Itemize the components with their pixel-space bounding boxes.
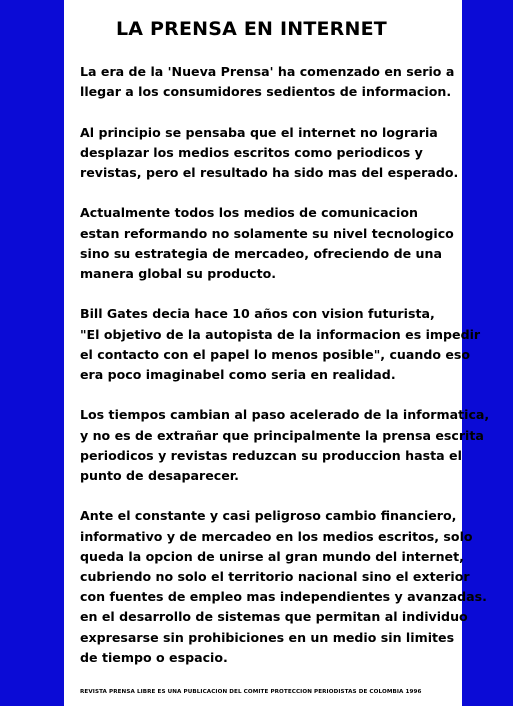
paragraph-6 [80,506,513,668]
text-line: Los tiempos cambian al paso acelerado de la informatica, [80,407,490,423]
text-line: revistas, pero el resultado ha sido mas del esperado. [80,165,459,180]
paragraph-1 [80,62,513,102]
text-line: periodicos y revistas reduzcan su produccion hasta el [80,447,462,463]
text-line: llegar a los consumidores sedientos de informacion. [80,84,452,100]
paragraph-4 [80,304,513,385]
text-line: manera global su producto. [80,266,277,281]
text-line: sino su estrategia de mercadeo, ofreciendo de una [80,245,442,261]
footer-credit: REVISTA PRENSA LIBRE ES UNA PUBLICACION DEL COMITE PROTECCION PERIODISTAS DE COLOMBIA 1996 [80,689,422,695]
text-line: informativo y de mercadeo en los medios escritos, solo [80,528,473,544]
paragraph-5 [80,405,513,486]
paragraph-3 [80,203,513,284]
text-line: punto de desaparecer. [80,468,239,483]
text-line: desplazar los medios escritos como periodicos y [80,144,423,160]
text-line: La era de la 'Nueva Prensa' ha comenzado en serio a [80,64,455,79]
text-line: queda la opcion de unirse al gran mundo del internet, [80,548,464,564]
text-line: y no es de extrañar que principalmente la prensa escrita [80,427,484,443]
text-line: con fuentes de empleo mas independientes y avanzadas. [80,589,487,605]
text-line: Al principio se pensaba que el internet no lograria [80,124,438,140]
text-line: era poco imaginabel como seria en realidad. [80,367,396,382]
document-page [64,0,490,706]
text-line: de tiempo o espacio. [80,649,228,665]
text-line: "El objetivo de la autopista de la informacion es impedir [80,326,481,342]
paragraph-2 [80,123,513,184]
text-line: cubriendo no solo el territorio nacional sino el exterior [80,569,470,584]
page-title: LA PRENSA EN INTERNET [116,18,387,40]
text-line: expresarse sin prohibiciones en un medio sin limites [80,629,455,645]
text-line: el contacto con el papel lo menos posible", cuando eso [80,346,471,362]
text-line: Ante el constante y casi peligroso cambio financiero, [80,508,457,524]
article-body [80,62,513,688]
left-blue-band [0,0,64,706]
text-line: Bill Gates decia hace 10 años con vision futurista, [80,306,435,322]
text-line: en el desarrollo de sistemas que permitan al individuo [80,609,468,625]
text-line: estan reformando no solamente su nivel tecnologico [80,225,454,241]
text-line: Actualmente todos los medios de comunicacion [80,205,418,221]
